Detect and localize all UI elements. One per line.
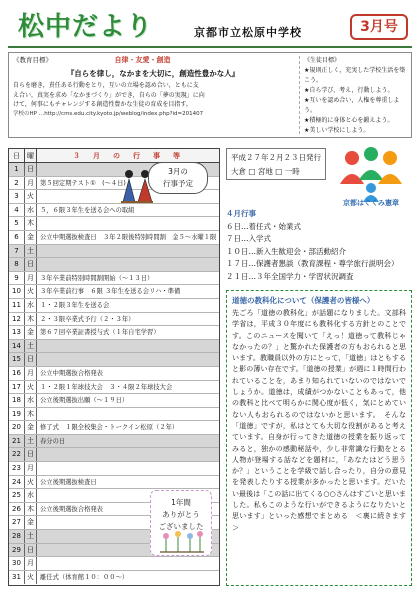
calendar-row <box>9 299 219 313</box>
calendar-weekday: 火 <box>25 285 37 298</box>
calendar-row <box>9 421 219 435</box>
april-event-item: ２１日…３年全国学力・学習状況調査 <box>226 271 354 281</box>
calendar-event <box>37 245 219 258</box>
calendar-event: １・２限１年球技大会 ３・４限２年球技大会 <box>40 383 173 391</box>
calendar-row <box>9 476 219 490</box>
goals-line: え合い，真実を求め「なかまづくり」ができ，自らの「夢の実現」に向 <box>13 91 205 99</box>
publication-date <box>226 148 326 180</box>
calendar-weekday: 土 <box>25 435 37 448</box>
calendar-row <box>9 557 219 571</box>
calendar-event: 第６７回卒業証書授与式（１年自宅学習） <box>40 329 160 337</box>
calendar-weekday: 月 <box>25 177 37 190</box>
calendar-row <box>9 340 219 354</box>
school-homepage-link[interactable]: 学校のHP …http://cms.edu.city.kyoto.jp/weblog/index.php?id=201407 <box>13 110 204 117</box>
calendar-weekday: 金 <box>25 231 37 244</box>
calendar-day: 2 <box>9 177 25 190</box>
calendar-day: 17 <box>9 381 25 394</box>
calendar-day: 26 <box>9 503 25 516</box>
calendar-day: 15 <box>9 353 25 366</box>
calendar-event <box>37 258 219 271</box>
calendar-event: 春分の日 <box>40 437 66 445</box>
calendar-weekday: 土 <box>25 340 37 353</box>
calendar-weekday: 日 <box>25 448 37 461</box>
calendar-weekday: 土 <box>25 530 37 543</box>
student-goal-item: ★規則正しく，充実した学校生活を築こう。 <box>304 67 406 84</box>
calendar-day: 7 <box>9 245 25 258</box>
calendar-event <box>37 408 219 421</box>
student-goal-item: ★美しい学校にしよう。 <box>304 127 370 134</box>
calendar-weekday: 火 <box>25 571 37 585</box>
calendar-weekday: 火 <box>25 190 37 203</box>
calendar-day: 22 <box>9 448 25 461</box>
goals-line: けて，何事にもチャレンジする創造性豊かな生徒の育成を目指す。 <box>13 101 192 108</box>
calendar-day: 4 <box>9 204 25 217</box>
calendar-day: 19 <box>9 408 25 421</box>
calendar-weekday: 土 <box>25 245 37 258</box>
school-name: 京都市立松原中学校 <box>194 26 302 39</box>
article-title: 道徳の教科化について（保護者の皆様へ） <box>232 296 375 305</box>
calendar-weekday: 月 <box>25 367 37 380</box>
march-events-bubble <box>148 162 208 194</box>
calendar-event: 離任式（体育館１０：００～） <box>40 573 129 581</box>
calendar-weekday: 水 <box>25 489 37 502</box>
calendar-weekday: 水 <box>25 394 37 407</box>
calendar-weekday: 日 <box>25 353 37 366</box>
calendar-weekday: 日 <box>25 258 37 271</box>
calendar-row <box>9 353 219 367</box>
calendar-day: 9 <box>9 272 25 285</box>
issue-badge: 3月号 <box>350 14 408 40</box>
calendar-day: 8 <box>9 258 25 271</box>
calendar-row <box>9 285 219 299</box>
april-event-item: ６日…着任式・始業式 <box>226 221 301 231</box>
calendar-weekday: 水 <box>25 299 37 312</box>
calendar-day: 21 <box>9 435 25 448</box>
goals-quote: 『自らを律し，なかまを大切に，創造性豊かな人』 <box>66 68 240 78</box>
calendar-row <box>9 204 219 218</box>
calendar-day: 16 <box>9 367 25 380</box>
thanks-line: ありがとう <box>162 510 200 519</box>
calendar-row <box>9 313 219 327</box>
calendar-event: 修了式 １限全校集会・トークイン松原（２年） <box>40 424 179 432</box>
calendar-event: １・２限３年生を送る会 <box>40 301 110 309</box>
goals-motto: 自律・友愛・創造 <box>114 56 171 64</box>
calendar-header <box>9 149 219 163</box>
calendar-row <box>9 326 219 340</box>
calendar-row <box>9 448 219 462</box>
calendar-event: 公立後期選抜合格発表 <box>40 505 103 513</box>
publication-date-line: 平成２７年２月２３日発行 <box>231 153 321 162</box>
calendar-day: 25 <box>9 489 25 502</box>
calendar-day: 30 <box>9 557 25 570</box>
calendar-day: 12 <box>9 313 25 326</box>
newsletter-title: 松中だより <box>18 12 154 42</box>
student-goal-item: ★積極的に身体と心を鍛えよう。 <box>304 117 394 124</box>
calendar-event: 公立後期選抜出願（～１９日） <box>40 397 129 405</box>
logo-caption: 京都はぐくみ憲章 <box>343 199 399 207</box>
calendar-row <box>9 381 219 395</box>
calendar-day: 20 <box>9 421 25 434</box>
hagukumi-charter-logo-icon <box>332 144 410 204</box>
bubble-line: 行事予定 <box>163 179 193 188</box>
calendar-weekday: 水 <box>25 204 37 217</box>
calendar-day: 5 <box>9 217 25 230</box>
calendar-day: 11 <box>9 299 25 312</box>
calendar-weekday: 月 <box>25 272 37 285</box>
calendar-weekday: 金 <box>25 421 37 434</box>
calendar-head-day: 日 <box>9 149 25 162</box>
calendar-row <box>9 394 219 408</box>
calendar-weekday: 金 <box>25 516 37 529</box>
calendar-weekday: 木 <box>25 408 37 421</box>
april-events <box>226 208 412 286</box>
calendar-weekday: 木 <box>25 217 37 230</box>
calendar-row <box>9 571 219 585</box>
calendar-event: 公立後期選抜検査日 <box>40 478 97 486</box>
article-body: 先ごろ「道徳の教科化」が話題になりました。文部科学省は，平成３０年度にも教科化する方針とのことです。このニュースを聞いて「えっ！道徳って教科じゃなかったの？」と驚かれた保護者の方もおられると思います。教職員以外の方にとって，「道徳」はともすると影の薄い存在です。「道徳の授業」が週に１時間行われていることを，あまり知られていないのではないでしょうか。道徳は，成績がつかないこともあって，他の教科と比べて明らかに関心度が低く，気にとめていない人もおられるのではないかと思います。 そんな「道徳」ですが，私はとても大切な役割があると考えています。自身が行ってきた道徳の授業を振り返ってみると，独かの感動秘話や，少し非常識な行動をとる人物が登場する話などを題材に，「あなたはどう思うか？」ということを学級で話し合ったり，自分の意見を発表したりする授業が多かったと思います。だいたい最後は「この話に出てくる○○さんはすごいと思いました。私もこのような行いができるようになりたいと思います」といった感想でまとめる ＜裏に続きます＞ <box>232 309 406 532</box>
calendar-weekday: 木 <box>25 313 37 326</box>
april-event-item: ７日…入学式 <box>226 234 271 243</box>
calendar-weekday: 月 <box>25 557 37 570</box>
calendar-day: 18 <box>9 394 25 407</box>
calendar-day: 6 <box>9 231 25 244</box>
calendar-day: 27 <box>9 516 25 529</box>
calendar-day: 28 <box>9 530 25 543</box>
calendar-event: 第５回定期テスト① (～４日) <box>40 179 126 187</box>
calendar-row <box>9 408 219 422</box>
calendar-event <box>37 557 219 570</box>
goals-tag: 《教育目標》 <box>13 56 52 64</box>
calendar-day: 31 <box>9 571 25 585</box>
calendar-event <box>37 217 219 230</box>
calendar-row <box>9 272 219 286</box>
calendar-row <box>9 435 219 449</box>
calendar-day: 3 <box>9 190 25 203</box>
calendar-event <box>37 448 219 461</box>
thanks-line: 1年間 <box>171 498 191 507</box>
bubble-line: 3月の <box>168 167 188 176</box>
calendar-weekday: 日 <box>25 163 37 176</box>
student-goal-item: ★自ら学び，考え，行動しよう。 <box>304 87 394 94</box>
calendar-row <box>9 367 219 381</box>
calendar-row <box>9 217 219 231</box>
student-goals-tag: 《生徒目標》 <box>304 57 341 64</box>
calendar-event <box>37 353 219 366</box>
calendar-head-week: 曜 <box>25 149 37 162</box>
calendar-event: 公立中期選抜検査日 ３年２限後特別時間割 金５～水曜１限 <box>40 233 217 241</box>
calendar-row <box>9 258 219 272</box>
goals-line: 自らを磨き，責任ある行動をとり，互いの立場を認め合い，ともに支 <box>13 82 199 89</box>
april-event-item: １７日…保護者懇談（教育課程・尊学旅行説明会） <box>226 259 399 268</box>
calendar-head-events: ３ 月 の 行 事 等 <box>73 152 183 160</box>
calendar-weekday: 金 <box>25 326 37 339</box>
calendar-day: 29 <box>9 544 25 557</box>
calendar-event <box>37 462 219 475</box>
calendar-weekday: 日 <box>25 544 37 557</box>
calendar-weekday: 火 <box>25 476 37 489</box>
calendar-row <box>9 245 219 259</box>
newsletter-title-wrap <box>18 8 168 46</box>
calendar-day: 10 <box>9 285 25 298</box>
calendar-weekday: 木 <box>25 503 37 516</box>
student-goals <box>299 56 409 134</box>
calendar-day: 23 <box>9 462 25 475</box>
header <box>8 6 412 48</box>
calendar-event: ５，６限３年生を送る会への取組 <box>40 206 135 214</box>
goals-head <box>13 56 293 66</box>
calendar-row <box>9 462 219 476</box>
calendar-day: 1 <box>9 163 25 176</box>
calendar-event <box>37 340 219 353</box>
goals-box <box>8 52 412 138</box>
calendar-day: 14 <box>9 340 25 353</box>
calendar-event: 公立中期選抜合格発表 <box>40 369 103 377</box>
calendar-event: ３年卒業前特別時間割開始（～１３日） <box>40 274 154 282</box>
april-events-title: ４月行事 <box>226 209 256 218</box>
calendar-day: 24 <box>9 476 25 489</box>
april-event-item: １０日…新入生歓迎会・部活動紹介 <box>226 246 346 256</box>
calendar-event: ２・３限卒業式予行（２・３年） <box>40 315 135 323</box>
publication-staff-line: 大倉 □ 宮地 □ 一時 <box>231 167 300 176</box>
calendar-day: 13 <box>9 326 25 339</box>
thanks-line: ございました <box>158 522 204 531</box>
moral-education-article <box>226 290 412 586</box>
calendar-row <box>9 231 219 245</box>
student-goal-item: ★互いを認め合い，人権を尊重しよう。 <box>304 97 400 114</box>
calendar-weekday: 月 <box>25 462 37 475</box>
calendar-event: ３年卒業前行事 ６限 ３年生を送る会リハ・準備 <box>40 288 181 296</box>
flower-illustration-icon <box>156 528 206 554</box>
calendar-weekday: 火 <box>25 381 37 394</box>
education-goals <box>13 56 293 134</box>
